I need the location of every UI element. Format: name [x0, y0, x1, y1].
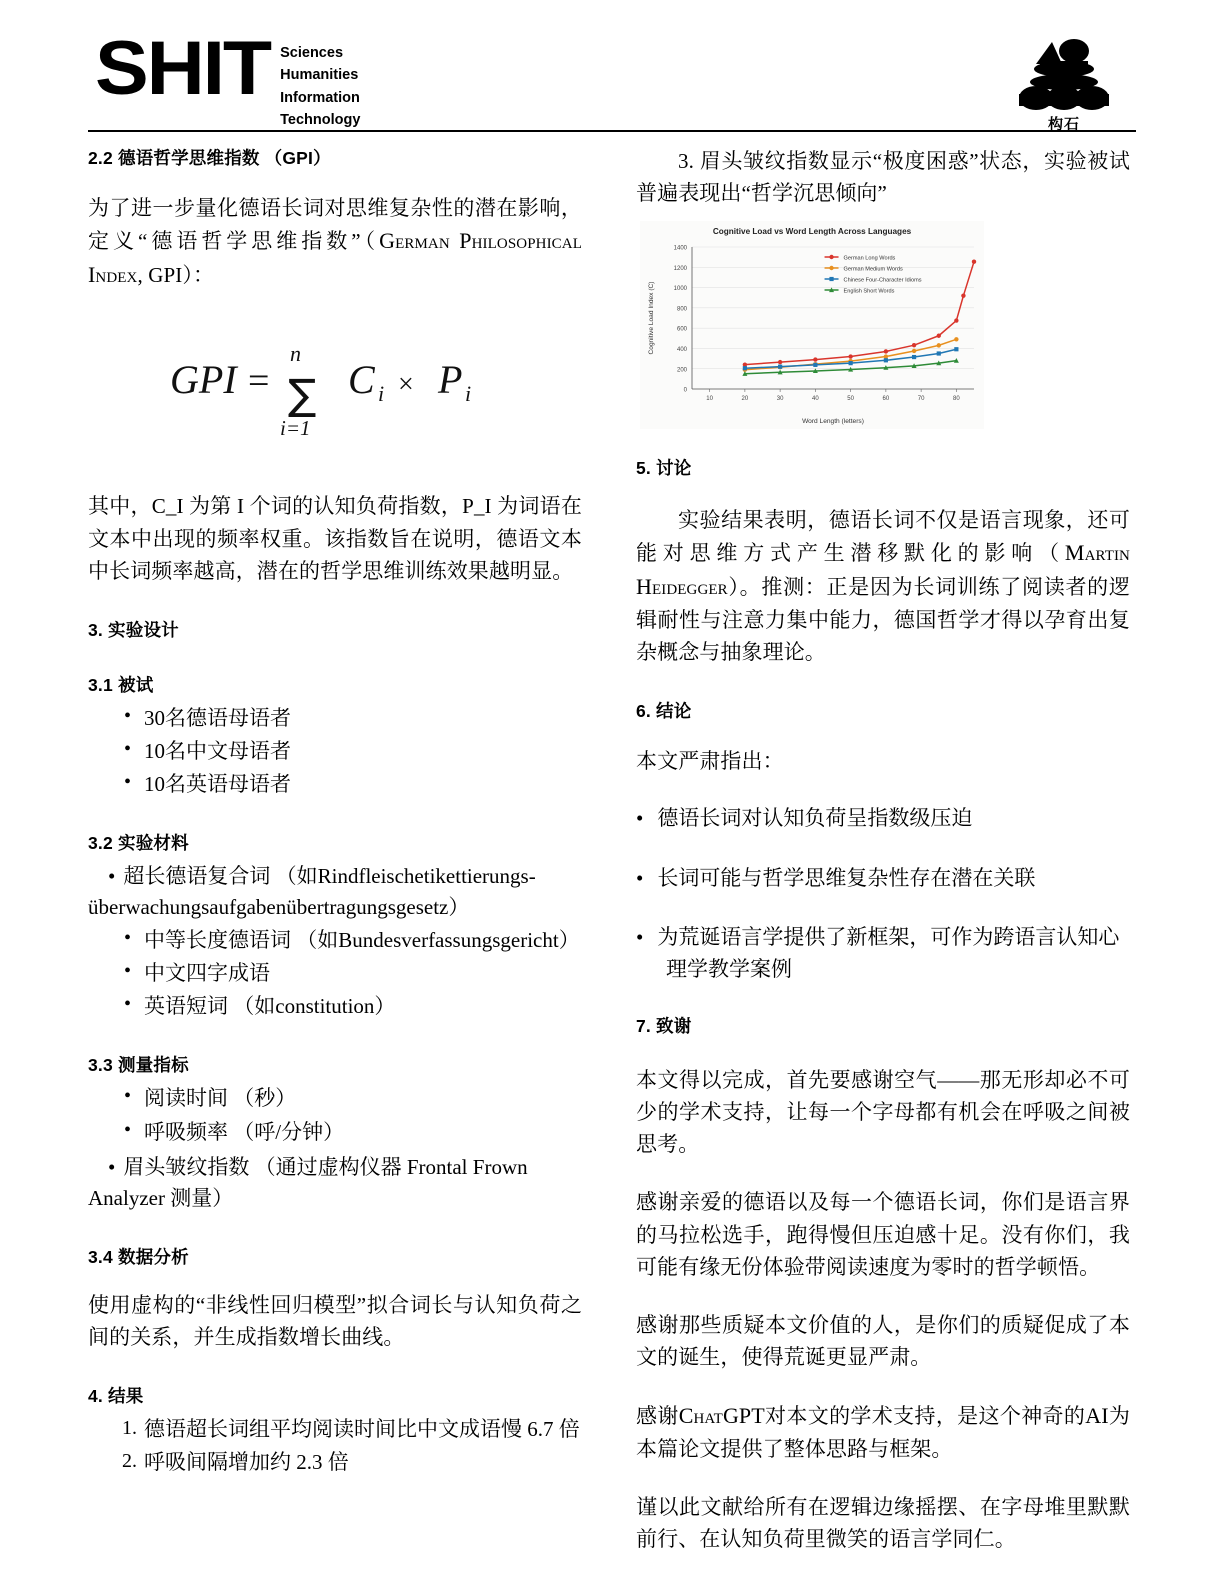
bullet-marker: •	[108, 1154, 116, 1179]
svg-text:40: 40	[812, 396, 819, 403]
list-materials	[88, 925, 582, 1022]
ack-chatgpt-text-b: 对本文的学术支持，是这个神奇的	[764, 1404, 1086, 1429]
journal-acronym: SHIT	[95, 26, 271, 111]
heading-2-2: 2.2 德语哲学思维指数 （GPI）	[88, 148, 331, 168]
conclusion-item-3	[636, 922, 1130, 985]
svg-text:70: 70	[917, 396, 925, 403]
heading-6: 6. 结论	[636, 700, 692, 721]
paragraph-discussion	[636, 504, 1130, 668]
conclusion-item-text: 为荒诞语言学提供了新框架，可作为跨语言认知心理学教学案例	[657, 925, 1120, 981]
list-item: 呼吸间隔增加约 2.3 倍	[144, 1450, 349, 1475]
list-item: • 英语短词 （如constitution）	[122, 991, 582, 1022]
svg-text:×: ×	[398, 369, 414, 401]
heading-3-4: 3.4 数据分析	[88, 1246, 189, 1267]
journal-fullname-line-3: Information	[280, 89, 360, 106]
paragraph-data-analysis: 使用虚构的“非线性回归模型”拟合词长与认知负荷之间的关系，并生成指数增长曲线。	[88, 1292, 582, 1349]
list-item: • 中文四字成语	[122, 958, 582, 989]
svg-text:English Short Words: English Short Words	[843, 288, 895, 295]
list-item-text-b: überwachungsaufgabenübertragungsgesetz）	[88, 895, 470, 920]
list-item: • 呼吸频率 （呼/分钟）	[122, 1117, 582, 1148]
list-item: • 阅读时间 （秒）	[122, 1083, 582, 1114]
svg-text:10: 10	[706, 396, 713, 403]
svg-text:i=1: i=1	[280, 416, 311, 441]
journal-fullname-line-1: Sciences	[280, 45, 344, 61]
svg-text:P: P	[438, 357, 463, 403]
bullet-marker: •	[636, 806, 644, 831]
svg-text:0: 0	[683, 387, 687, 394]
heading-5: 5. 讨论	[636, 458, 692, 479]
two-column-layout	[88, 145, 1136, 1573]
svg-text:Chinese Four-Character Idioms: Chinese Four-Character Idioms	[843, 277, 922, 284]
heading-3: 3. 实验设计	[88, 619, 179, 640]
svg-text:30: 30	[776, 396, 784, 403]
svg-text:600: 600	[676, 326, 687, 333]
paragraph-ack-chatgpt	[636, 1399, 1130, 1465]
svg-text:800: 800	[676, 306, 687, 313]
svg-text:∑: ∑	[288, 370, 317, 420]
svg-text:GPI: GPI	[170, 357, 237, 403]
svg-text:400: 400	[676, 347, 687, 354]
gpi-intro-text-d: , GPI）：	[137, 262, 215, 287]
list-item-text-a: 眉头皱纹指数 （通过虚构仪器 Frontal Frown	[123, 1154, 528, 1179]
list-item: • 中等长度德语词 （如Bundesverfassungsgericht）	[122, 925, 582, 956]
paragraph-ack-dedication: 谨以此文献给所有在逻辑边缘摇摆、在字母堆里默默前行、在认知负荷里微笑的语言学同仁。	[636, 1494, 1130, 1551]
gpi-formula	[88, 331, 582, 446]
svg-text:80: 80	[953, 396, 960, 403]
ack-chatgpt-smallcaps-1: ChatGPT	[678, 1403, 765, 1429]
heading-3-2: 3.2 实验材料	[88, 833, 189, 854]
heading-3-1: 3.1 被试	[88, 674, 154, 695]
svg-text:50: 50	[847, 396, 854, 403]
discussion-text-b: ）。推测：正是因为长词训练了阅读者的逻辑耐性与注意力集中能力，德国哲学才得以孕育出复杂概念与抽象理论。	[636, 575, 1130, 664]
bullet-marker: •	[108, 864, 116, 889]
svg-text:n: n	[290, 341, 301, 367]
list-subjects	[88, 703, 582, 800]
conclusion-item-text: 德语长词对认知负荷呈指数级压迫	[657, 806, 973, 831]
svg-text:Word Length (letters): Word Length (letters)	[802, 418, 864, 426]
journal-logo	[95, 26, 361, 131]
ack-chatgpt-text-c: 为本篇论文提供了整体思路与框架。	[636, 1404, 1131, 1461]
masthead	[88, 26, 1136, 133]
svg-text:Cognitive Load vs Word Length: Cognitive Load vs Word Length Across Languages	[712, 227, 912, 237]
left-column	[88, 145, 582, 1573]
svg-text:German Medium Words: German Medium Words	[843, 266, 903, 273]
list-item: • 10名中文母语者	[122, 736, 582, 767]
gpi-intro-text-b: “德语哲学思维指数”	[138, 229, 361, 254]
list-results	[88, 1414, 582, 1478]
svg-text:20: 20	[741, 396, 749, 403]
journal-fullname-line-4: Technology	[280, 111, 361, 128]
list-item-long-german	[88, 861, 582, 923]
svg-text:1400: 1400	[673, 245, 687, 252]
journal-fullname	[280, 42, 360, 131]
svg-text:200: 200	[676, 367, 687, 374]
list-measures	[88, 1083, 582, 1147]
bullet-marker: •	[636, 925, 644, 950]
heading-4: 4. 结果	[88, 1386, 144, 1406]
discussion-text-a: 实验结果表明，德语长词不仅是语言现象，还可能对思维方式产生潜移默化的影响（	[636, 508, 1130, 566]
bullet-marker: •	[636, 865, 644, 890]
ack-chatgpt-smallcaps-2: AI	[1085, 1403, 1109, 1429]
journal-fullname-line-2: Humanities	[280, 67, 359, 84]
gpi-intro-text-c: （	[360, 229, 380, 254]
list-item-frown-analyzer	[88, 1152, 582, 1214]
list-item: 德语超长词组平均阅读时间比中文成语慢 6.7 倍	[144, 1417, 580, 1441]
list-item: • 30名德语母语者	[122, 703, 582, 734]
stone-pyramid-icon	[1010, 36, 1118, 112]
masthead-divider	[88, 130, 1136, 132]
svg-text:1000: 1000	[673, 286, 687, 293]
conclusion-item-text: 长词可能与哲学思维复杂性存在潜在关联	[657, 865, 1036, 890]
list-item-text-a: 超长德语复合词 （如Rindfleischetikettierungs-	[123, 864, 536, 889]
conclusion-item-1	[636, 803, 1130, 835]
list-item: • 10名英语母语者	[122, 769, 582, 800]
right-column	[636, 145, 1130, 1573]
gpi-intro-smallcaps: German Philosophical Index	[88, 228, 582, 287]
paragraph-gpi-explanation: 其中，C_I 为第 I 个词的认知负荷指数，P_I 为词语在文本中出现的频率权重。该指数旨在说明，德语文本中长词频率越高，潜在的哲学思维训练效果越明显。	[88, 494, 582, 583]
svg-text:i: i	[465, 381, 472, 407]
paragraph-ack-1: 本文得以完成，首先要感谢空气——那无形却必不可少的学术支持，让每一个字母都有机会在呼吸之间被思考。	[636, 1068, 1130, 1157]
publisher-name: 构石	[1047, 116, 1080, 133]
figure-cognitive-load-chart	[640, 221, 984, 429]
svg-text:C: C	[348, 357, 375, 403]
list-item-text-b: Analyzer 测量）	[88, 1185, 234, 1210]
paragraph-ack-2: 感谢亲爱的德语以及每一个德语长词，你们是语言界的马拉松选手，跑得慢但压迫感十足。没有你们，我可能有缘无份体验带阅读速度为零时的哲学顿悟。	[636, 1190, 1130, 1279]
paragraph-gpi-intro	[88, 192, 582, 291]
discussion-smallcaps: Martin Heidegger	[636, 540, 1130, 600]
gpi-intro-text-a: 为了进一步量化德语长词对思维复杂性的潜在影响，定义	[88, 196, 582, 254]
paragraph-conclusion-lead: 本文严肃指出：	[636, 748, 784, 773]
svg-text:German Long Words: German Long Words	[843, 255, 896, 262]
publisher-logo	[1010, 36, 1118, 134]
svg-text:60: 60	[882, 396, 890, 403]
paragraph-ack-3: 感谢那些质疑本文价值的人，是你们的质疑促成了本文的诞生，使得荒诞更显严肃。	[636, 1312, 1130, 1369]
svg-text:i: i	[378, 381, 385, 407]
heading-7: 7. 致谢	[636, 1016, 692, 1037]
svg-text:=: =	[248, 360, 270, 403]
result-item-3: 3. 眉头皱纹指数显示“极度困惑”状态，实验被试普遍表现出“哲学沉思倾向”	[636, 149, 1130, 206]
ack-chatgpt-text-a: 感谢	[636, 1404, 679, 1429]
conclusion-item-2	[636, 863, 1130, 895]
svg-text:Cognitive Load Index (C): Cognitive Load Index (C)	[648, 281, 655, 355]
svg-text:1200: 1200	[673, 266, 687, 273]
heading-3-3: 3.3 测量指标	[88, 1055, 189, 1076]
